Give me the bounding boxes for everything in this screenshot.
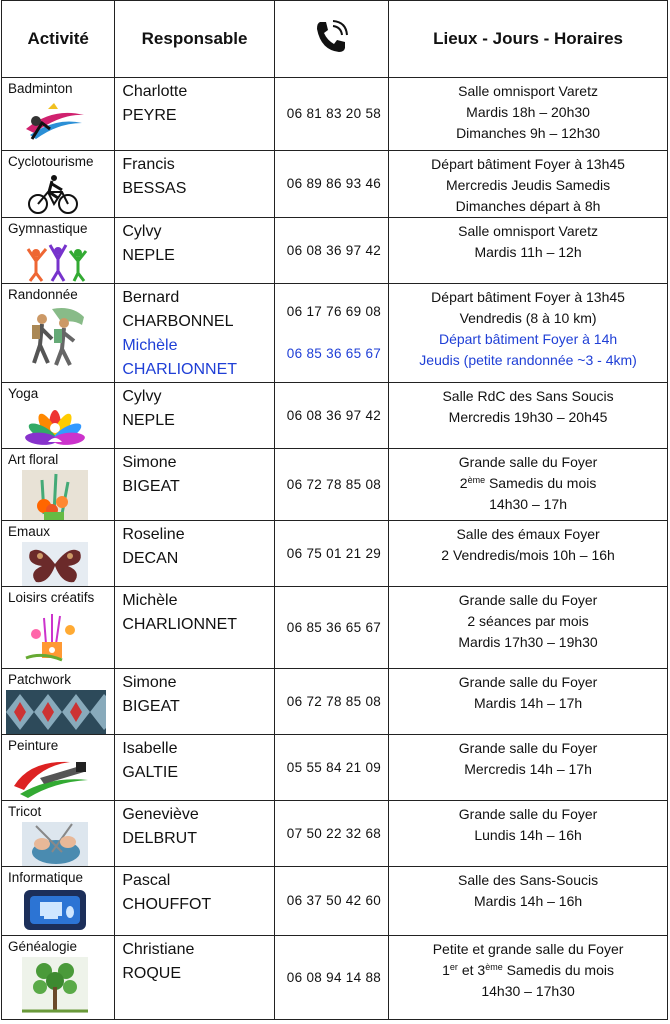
activity-name: Généalogie: [8, 939, 78, 954]
manager-first-name: Cylvy: [122, 223, 162, 240]
schedule-line: Mardis 14h – 16h: [473, 893, 583, 909]
activity-name: Randonnée: [8, 287, 78, 302]
header-activity: Activité: [2, 1, 115, 78]
schedule-line: Mardis 18h – 20h30: [466, 104, 590, 120]
schedule-line: 2 séances par mois: [467, 613, 589, 629]
manager-last-name: DECAN: [122, 550, 179, 567]
flowers-icon: [22, 470, 88, 520]
table-row: [2, 383, 668, 449]
schedule-line: 2ème Samedis du mois: [459, 475, 597, 491]
activities-table: [1, 0, 668, 1020]
phone-number: 07 50 22 32 68: [286, 825, 382, 841]
manager-first-name: Charlotte: [122, 83, 188, 100]
manager-last-name: CHARBONNEL: [122, 313, 234, 330]
manager-first-name: Simone: [122, 454, 177, 471]
lotus-icon: [22, 404, 88, 448]
schedule-line: Grande salle du Foyer: [458, 806, 598, 822]
table-row: [2, 801, 668, 867]
knitting-icon: [22, 822, 88, 866]
activity-name: Gymnastique: [8, 221, 88, 236]
header-schedule: Lieux - Jours - Horaires: [389, 1, 668, 78]
table-row: [2, 587, 668, 669]
schedule-line: Grande salle du Foyer: [458, 674, 598, 690]
table-row: [2, 867, 668, 936]
family-tree-icon: [22, 957, 88, 1013]
manager-first-name: Pascal: [122, 872, 171, 889]
table-row: [2, 449, 668, 521]
manager-first-name: Michèle: [122, 592, 178, 609]
manager-first-name: Roseline: [122, 526, 185, 543]
activity-name: Peinture: [8, 738, 59, 753]
butterfly-icon: [22, 542, 88, 586]
table-row: [2, 151, 668, 218]
schedule-line: Salle des émaux Foyer: [456, 526, 600, 542]
manager-last-name: CHARLIONNET: [122, 361, 238, 378]
computer-icon: [22, 888, 88, 932]
activity-name: Badminton: [8, 81, 73, 96]
header-phone: [274, 1, 388, 78]
phone-number: 05 55 84 21 09: [286, 759, 382, 775]
phone-number: 06 08 36 97 42: [286, 407, 382, 423]
activity-name: Emaux: [8, 524, 51, 539]
schedule-line: Lundis 14h – 16h: [474, 827, 582, 843]
phone-number: 06 08 94 14 88: [286, 969, 382, 985]
activity-name: Tricot: [8, 804, 42, 819]
manager-last-name: BIGEAT: [122, 698, 180, 715]
phone-number: 06 17 76 69 08: [286, 304, 382, 319]
schedule-line: 14h30 – 17h: [489, 496, 567, 512]
table-row: [2, 936, 668, 1020]
phone-number: 06 85 36 65 67: [286, 346, 382, 361]
table-row: [2, 669, 668, 735]
schedule-line: Petite et grande salle du Foyer: [432, 941, 624, 957]
schedule-line: Salle omnisport Varetz: [458, 83, 598, 99]
crafts-icon: [22, 608, 88, 662]
manager-first-name: Bernard: [122, 289, 180, 306]
gymnastics-icon: [22, 239, 88, 283]
schedule-line: Départ bâtiment Foyer à 13h45: [431, 289, 625, 305]
manager-last-name: DELBRUT: [122, 830, 198, 847]
phone-number: 06 08 36 97 42: [286, 242, 382, 258]
paint-icon: [10, 756, 92, 800]
schedule-line: Mardis 17h30 – 19h30: [458, 634, 598, 650]
manager-last-name: CHARLIONNET: [122, 616, 238, 633]
manager-first-name: Cylvy: [122, 388, 162, 405]
manager-last-name: BESSAS: [122, 180, 187, 197]
phone-number: 06 89 86 93 46: [286, 176, 382, 191]
phone-number: 06 81 83 20 58: [286, 106, 382, 121]
schedule-line: Mercredis 19h30 – 20h45: [448, 409, 608, 425]
manager-last-name: ROQUE: [122, 965, 181, 982]
phone-number: 06 72 78 85 08: [286, 693, 382, 709]
manager-first-name: Francis: [122, 156, 175, 173]
schedule-line: Départ bâtiment Foyer à 14h: [438, 331, 618, 347]
header-manager: Responsable: [115, 1, 274, 78]
cyclist-icon: [22, 172, 88, 216]
manager-first-name: Simone: [122, 674, 177, 691]
manager-last-name: GALTIE: [122, 764, 179, 781]
phone-icon: [311, 17, 351, 57]
manager-first-name: Geneviève: [122, 806, 199, 823]
table-row: [2, 78, 668, 151]
schedule-line: Grande salle du Foyer: [458, 740, 598, 756]
schedule-line: Dimanches 9h – 12h30: [456, 125, 601, 141]
phone-number: 06 72 78 85 08: [286, 476, 382, 492]
activity-name: Art floral: [8, 452, 59, 467]
activity-name: Informatique: [8, 870, 84, 885]
manager-last-name: NEPLE: [122, 247, 175, 264]
schedule-line: Grande salle du Foyer: [458, 454, 598, 470]
manager-last-name: BIGEAT: [122, 478, 180, 495]
schedule-line: Vendredis (8 à 10 km): [459, 310, 597, 326]
phone-number: 06 85 36 65 67: [286, 619, 382, 635]
schedule-line: Mercredis 14h – 17h: [464, 761, 592, 777]
schedule-line: Salle des Sans-Soucis: [458, 872, 599, 888]
manager-last-name: NEPLE: [122, 412, 175, 429]
manager-last-name: CHOUFFOT: [122, 896, 212, 913]
schedule-line: Dimanches départ à 8h: [455, 198, 601, 214]
table-row: [2, 735, 668, 801]
schedule-line: Grande salle du Foyer: [458, 592, 598, 608]
schedule-line: Départ bâtiment Foyer à 13h45: [431, 156, 625, 172]
header-row: [2, 1, 668, 78]
manager-first-name: Michèle: [122, 337, 178, 354]
schedule-line: Jeudis (petite randonnée ~3 - 4km): [419, 352, 637, 368]
badminton-icon: [22, 99, 88, 143]
schedule-line: 2 Vendredis/mois 10h – 16h: [441, 547, 615, 563]
quilt-icon: [6, 690, 106, 734]
schedule-line: Mardis 11h – 12h: [474, 244, 582, 260]
schedule-line: Mardis 14h – 17h: [473, 695, 583, 711]
schedule-line: Mercredis Jeudis Samedis: [445, 177, 611, 193]
activity-name: Loisirs créatifs: [8, 590, 95, 605]
hikers-icon: [22, 305, 88, 367]
activity-name: Patchwork: [8, 672, 72, 687]
manager-last-name: PEYRE: [122, 107, 177, 124]
schedule-line: Salle RdC des Sans Soucis: [442, 388, 614, 404]
schedule-line: 1er et 3ème Samedis du mois: [442, 962, 614, 978]
table-row: [2, 218, 668, 284]
schedule-line: Salle omnisport Varetz: [458, 223, 598, 239]
phone-number: 06 75 01 21 29: [286, 545, 382, 561]
activity-name: Yoga: [8, 386, 39, 401]
schedule-line: 14h30 – 17h30: [481, 983, 575, 999]
table-row: [2, 521, 668, 587]
manager-first-name: Christiane: [122, 941, 195, 958]
phone-number: 06 37 50 42 60: [286, 893, 382, 908]
activity-name: Cyclotourisme: [8, 154, 94, 169]
manager-first-name: Isabelle: [122, 740, 178, 757]
table-row: [2, 284, 668, 383]
